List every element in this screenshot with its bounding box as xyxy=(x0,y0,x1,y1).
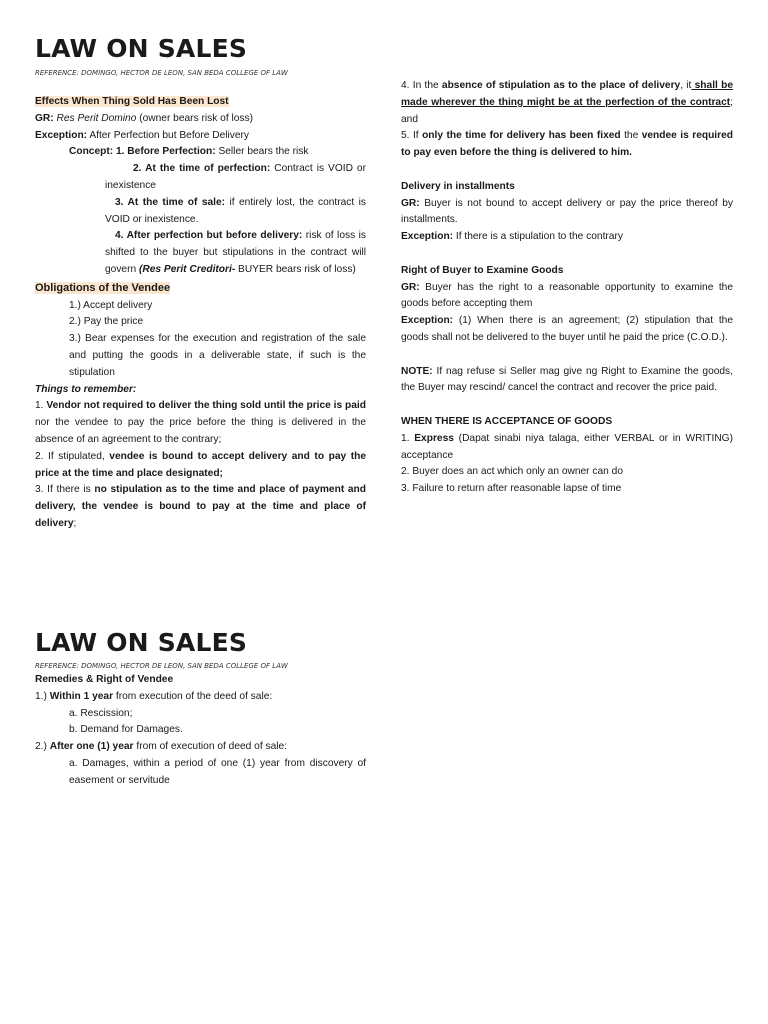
things-heading: Things to remember: xyxy=(35,383,137,395)
acceptance-heading: WHEN THERE IS ACCEPTANCE OF GOODS xyxy=(401,415,613,427)
obligation-item: 1.) Accept delivery xyxy=(69,299,153,311)
installments-heading: Delivery in installments xyxy=(401,180,515,192)
remember-item-5: 5. If only the time for delivery has been fixed the vendee is required to pay even before the thing is delivered to him. xyxy=(401,130,733,159)
page2-left-column xyxy=(35,672,366,790)
remedy-2a: a. Damages, within a period of one (1) year from discovery of easement or servitude xyxy=(69,757,366,786)
examine-heading: Right of Buyer to Examine Goods xyxy=(401,264,564,276)
obligations-heading: Obligations of the Vendee xyxy=(35,281,171,294)
effects-exception: Exception: After Perfection but Before Delivery xyxy=(35,129,250,141)
acceptance-item-2: 2. Buyer does an act which only an owner can do xyxy=(401,466,623,478)
note: NOTE: If nag refuse si Seller mag give ng Right to Examine the goods, the Buyer may rescind/ cancel the contract and recover the price paid. xyxy=(401,365,733,394)
installments-gr: GR: Buyer is not bound to accept delivery or pay the price thereof by installments. xyxy=(401,197,733,226)
reference-line: REFERENCE: DOMINGO, HECTOR DE LEON, SAN BEDA COLLEGE OF LAW xyxy=(35,69,288,77)
remedies-heading: Remedies & Right of Vendee xyxy=(35,674,174,685)
remedy-1: 1.) Within 1 year from execution of the deed of sale: xyxy=(35,690,273,702)
examine-gr: GR: Buyer has the right to a reasonable opportunity to examine the goods before accepting them xyxy=(401,281,733,310)
remember-item-2: 2. If stipulated, vendee is bound to accept delivery and to pay the price at the time and place designated; xyxy=(35,450,366,479)
left-column xyxy=(35,94,366,533)
remember-item-1: 1. Vendor not required to deliver the thing sold until the price is paid nor the vendee to pay the price before the thing is delivered in the absence of an agreement to the contrary; xyxy=(35,400,366,445)
concept-item-3: 3. At the time of sale: if entirely lost, the contract is VOID or inexistence. xyxy=(105,196,366,225)
installments-exception: Exception: If there is a stipulation to the contrary xyxy=(401,231,623,243)
concept-item-2: 2. At the time of perfection: Contract is VOID or inexistence xyxy=(105,163,366,191)
remedy-1a: a. Rescission; xyxy=(69,707,133,719)
obligation-item: 3.) Bear expenses for the execution and registration of the sale and putting the goods in a deliverable state, if such is the stipulation xyxy=(69,333,366,378)
page-title: LAW ON SALES xyxy=(35,34,248,63)
effects-heading: Effects When Thing Sold Has Been Lost xyxy=(35,96,229,107)
acceptance-item-1: 1. Express (Dapat sinabi niya talaga, either VERBAL or in WRITING) acceptance xyxy=(401,432,734,461)
remedy-1b: b. Demand for Damages. xyxy=(69,724,183,736)
effects-gr: GR: Res Perit Domino (owner bears risk of loss) xyxy=(35,112,253,124)
remember-item-3: 3. If there is no stipulation as to the time and place of payment and delivery, the vendee is bound to pay at the time and place of delivery; xyxy=(35,484,366,529)
remedy-2: 2.) After one (1) year from of execution of deed of sale: xyxy=(35,741,288,753)
concept-item-4: 4. After perfection but before delivery: risk of loss is shifted to the buyer but stipulations in the contract will govern (Res Perit Creditori- BUYER bears risk of loss) xyxy=(105,230,366,275)
examine-exception: Exception: (1) When there is an agreement; (2) stipulation that the goods shall not be delivered to the buyer until he paid the price (C.O.D.). xyxy=(401,315,733,343)
concept-item-1: Concept: 1. Before Perfection: Seller bears the risk xyxy=(69,146,309,158)
right-column xyxy=(401,78,733,498)
remember-item-4: 4. In the absence of stipulation as to the place of delivery, it shall be made wherever the thing might be at the perfection of the contract; and xyxy=(401,80,733,125)
obligation-item: 2.) Pay the price xyxy=(69,316,144,328)
page2-reference-line: REFERENCE: DOMINGO, HECTOR DE LEON, SAN BEDA COLLEGE OF LAW xyxy=(35,662,288,670)
page2-title: LAW ON SALES xyxy=(35,628,248,657)
acceptance-item-3: 3. Failure to return after reasonable lapse of time xyxy=(401,483,622,495)
